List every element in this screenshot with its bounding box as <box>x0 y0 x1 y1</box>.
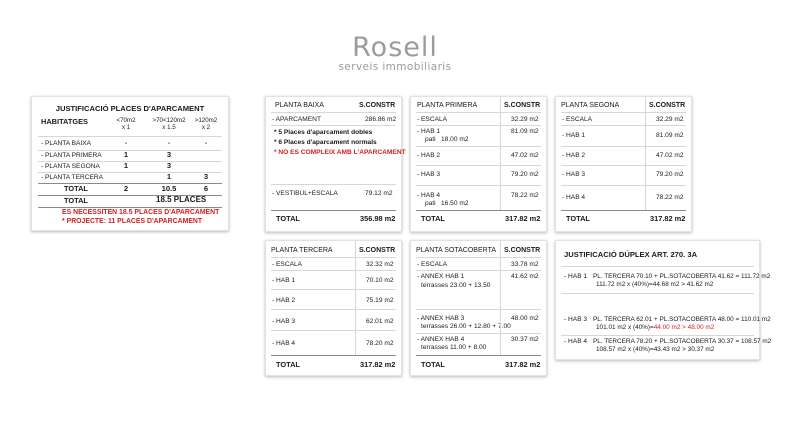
row-value: 47.02 m2 <box>656 152 684 159</box>
row-sub-value: 18.00 m2 <box>441 136 469 143</box>
divider <box>561 112 686 113</box>
row-label: - HAB 2 <box>562 152 586 159</box>
col-header: S.CONSTR <box>504 247 541 254</box>
planta-primera-card <box>410 96 547 232</box>
total-label: TOTAL <box>421 214 445 223</box>
divider <box>416 333 541 334</box>
total-value: 356.98 m2 <box>360 214 396 223</box>
row-label: - HAB 1 <box>272 277 296 284</box>
row-label: - PLANTA PRIMERA <box>41 152 102 159</box>
divider <box>561 165 686 166</box>
col-header-2-factor: x 1.5 <box>162 124 176 131</box>
row-sub-value: 16.50 m2 <box>441 200 469 207</box>
row-label: - HAB 4 <box>272 340 296 347</box>
row-value: 62.01 m2 <box>366 318 394 325</box>
row-sub: terrasses 23.00 + 13.50 <box>421 282 491 289</box>
divider <box>561 146 686 147</box>
total-label: TOTAL <box>64 184 88 193</box>
divider <box>416 270 541 271</box>
divider <box>271 112 396 113</box>
duplex-item-label: - HAB 4 <box>564 338 588 345</box>
col-header: S.CONSTR <box>649 102 686 109</box>
row-label: - HAB 1 <box>417 128 441 135</box>
divider <box>271 289 396 290</box>
parking-note-required: ES NECESSITEN 18.5 PLACES D'APARCAMENT <box>62 209 220 216</box>
row-value: 79.20 m2 <box>511 171 539 178</box>
logo-tagline: serveis immobiliaris <box>338 61 452 73</box>
divider <box>561 293 754 294</box>
row-value: 33.78 m2 <box>511 261 539 268</box>
row-value: 79.12 m2 <box>365 190 393 197</box>
row-label: - ANNEX HAB 4 <box>417 336 465 343</box>
divider <box>561 210 686 211</box>
divider <box>500 97 501 113</box>
planta-sotacoberta-card <box>410 240 547 376</box>
divider <box>561 185 686 186</box>
parking-note: * 5 Places d'aparcament dobles <box>274 129 373 136</box>
duplex-item-label: - HAB 3 <box>564 316 588 323</box>
divider <box>271 330 396 331</box>
row-value: 79.20 m2 <box>656 171 684 178</box>
row-label: - PLANTA BAIXA <box>41 140 92 147</box>
row-value: 70.10 m2 <box>366 277 394 284</box>
row-c2: 1 <box>166 172 172 181</box>
duplex-justification-card <box>555 240 772 360</box>
planta-tercera-card <box>265 240 402 376</box>
header-label: HABITATGES <box>41 117 88 126</box>
row-c1: - <box>124 140 128 147</box>
row-label: - ANNEX HAB 1 <box>417 273 465 280</box>
total-value: 317.82 m2 <box>650 214 686 223</box>
row-label: - ESCALA <box>272 261 303 268</box>
col-header-3 <box>190 117 222 131</box>
divider <box>271 125 396 126</box>
total2-label: TOTAL <box>64 196 88 205</box>
row-value: 78.22 m2 <box>656 194 684 201</box>
row-label: - HAB 3 <box>272 318 296 325</box>
divider <box>416 257 541 258</box>
row-label: - APARCAMENT <box>272 116 321 123</box>
parking-title: JUSTIFICACIÓ PLACES D'APARCAMENT <box>55 104 205 113</box>
row-c1: 1 <box>123 150 129 159</box>
row-value: 47.02 m2 <box>511 152 539 159</box>
divider <box>271 270 396 271</box>
card-title: PLANTA TERCERA <box>271 247 333 254</box>
row-value: 81.09 m2 <box>656 132 684 139</box>
planta-baixa-card <box>265 96 406 232</box>
total-c2: 10.5 <box>161 184 177 193</box>
col-header-1-range: <70m2 <box>116 117 136 124</box>
divider <box>416 210 541 211</box>
row-label: - HAB 3 <box>562 171 586 178</box>
divider <box>416 165 541 166</box>
row-label: - HAB 2 <box>272 297 296 304</box>
row-value: 41.62 m2 <box>511 273 539 280</box>
card-title: PLANTA BAIXA <box>275 102 324 109</box>
divider <box>38 207 222 208</box>
row-label: - VESTIBUL+ESCALA <box>272 190 338 197</box>
col-header-2-range: >70<120m2 <box>152 117 186 124</box>
total-label: TOTAL <box>276 214 300 223</box>
divider <box>355 258 356 355</box>
card-title: PLANTA SOTACOBERTA <box>416 247 497 254</box>
duplex-item-line2: 111.72 m2 x (40%)=44.68 m2 > 41.62 m2 <box>596 281 714 288</box>
row-sub-label: pati <box>425 200 436 207</box>
divider <box>38 172 222 173</box>
divider <box>561 335 754 336</box>
duplex-item-line1: PL. TERCERA 62.01 + PL.SOTACOBERTA 48.00 = 110.01 m2 <box>593 316 771 323</box>
planta-segona-card <box>555 96 692 232</box>
total-c1: 2 <box>123 184 129 193</box>
divider <box>500 113 501 210</box>
divider <box>416 355 541 356</box>
row-label: - ESCALA <box>562 116 593 123</box>
duplex-item-line2: 108.57 m2 x (40%)=43.43 m2 > 30.37 m2 <box>596 346 715 353</box>
row-label: - PLANTA TERCERA <box>41 174 104 181</box>
row-value: 75.19 m2 <box>366 297 394 304</box>
duplex-item-line1: PL. TERCERA 70.10 + PL.SOTACOBERTA 41.62 = 111.72 m2 <box>593 273 771 280</box>
row-c2: 3 <box>166 161 172 170</box>
row-value: 32.32 m2 <box>366 261 394 268</box>
total-label: TOTAL <box>421 360 445 369</box>
col-header-2 <box>147 117 191 131</box>
divider <box>416 125 541 126</box>
divider <box>500 241 501 257</box>
duplex-item-label: - HAB 1 <box>564 273 588 280</box>
row-sub: terrasses 26.00 + 12.80 + 7.00 <box>421 323 511 330</box>
divider <box>416 112 541 113</box>
divider <box>271 257 396 258</box>
row-label: - HAB 4 <box>417 192 441 199</box>
row-value: 32.29 m2 <box>511 116 539 123</box>
row-label: - HAB 4 <box>562 194 586 201</box>
total-label: TOTAL <box>566 214 590 223</box>
logo-name: Rosell <box>352 32 438 63</box>
row-c3: 3 <box>203 172 209 181</box>
divider <box>416 309 541 310</box>
row-label: - ESCALA <box>417 261 448 268</box>
col-header-1 <box>110 117 142 131</box>
duplex-title: JUSTIFICACIÓ DÚPLEX ART. 270. 3A <box>564 250 698 259</box>
divider <box>500 258 501 355</box>
row-label: - ESCALA <box>417 116 448 123</box>
row-label: - HAB 2 <box>417 152 441 159</box>
col-header: S.CONSTR <box>504 102 541 109</box>
divider <box>645 113 646 210</box>
total2-value: 18.5 PLACES <box>156 195 207 204</box>
row-label: - HAB 3 <box>417 171 441 178</box>
row-value: 81.09 m2 <box>511 128 539 135</box>
card-title: PLANTA SEGONA <box>561 102 620 109</box>
row-value: 78.20 m2 <box>366 340 394 347</box>
row-c2: - <box>167 140 171 147</box>
divider <box>355 241 356 257</box>
row-sub: terrasses 11.00 + 8.00 <box>421 344 487 351</box>
divider <box>416 185 541 186</box>
col-header: S.CONSTR <box>359 102 396 109</box>
col-header: S.CONSTR <box>359 247 396 254</box>
row-c2: 3 <box>166 150 172 159</box>
parking-note-project: * PROJECTE: 11 PLACES D'APARCAMENT <box>62 218 203 225</box>
divider <box>561 125 686 126</box>
col-header-3-factor: x 2 <box>201 124 211 131</box>
row-c3: - <box>204 140 208 147</box>
total-label: TOTAL <box>276 360 300 369</box>
duplex-item-line2 <box>596 324 714 332</box>
total-value: 317.82 m2 <box>505 360 541 369</box>
card-title: PLANTA PRIMERA <box>417 102 478 109</box>
divider <box>271 309 396 310</box>
row-label: - HAB 1 <box>562 132 586 139</box>
row-value: 48.00 m2 <box>511 315 539 322</box>
duplex-item-line1: PL. TERCERA 78.20 + PL.SOTACOBERTA 30.37 = 108.57 m2 <box>593 338 772 345</box>
divider <box>271 210 396 211</box>
company-logo <box>0 34 790 73</box>
row-sub-label: pati <box>425 136 436 143</box>
row-value: 30.37 m2 <box>511 336 539 343</box>
divider <box>38 136 222 137</box>
parking-justification-card <box>31 96 229 231</box>
col-header-3-range: >120m2 <box>194 117 218 124</box>
parking-warning: * NO ES COMPLEIX AMB L'APARCAMENT <box>274 149 406 156</box>
row-value: 286.86 m2 <box>365 116 397 123</box>
divider <box>271 355 396 356</box>
row-value: 78.22 m2 <box>511 192 539 199</box>
divider <box>271 184 396 185</box>
total-c3: 6 <box>203 184 209 193</box>
row-c1: 1 <box>123 161 129 170</box>
total-value: 317.82 m2 <box>505 214 541 223</box>
total-value: 317.82 m2 <box>360 360 396 369</box>
row-label: - ANNEX HAB 3 <box>417 315 465 322</box>
row-label: - PLANTA SEGONA <box>41 163 100 170</box>
duplex-item-line2-warning: 44.00 m2 > 48.00 m2 <box>653 324 715 331</box>
parking-note: * 6 Places d'aparcament normals <box>274 139 377 146</box>
divider <box>416 146 541 147</box>
row-value: 32.29 m2 <box>656 116 684 123</box>
divider <box>561 266 754 267</box>
divider <box>645 97 646 113</box>
duplex-item-line2-text: 101.01 m2 x (40%)= <box>596 324 654 331</box>
col-header-1-factor: x 1 <box>121 124 131 131</box>
